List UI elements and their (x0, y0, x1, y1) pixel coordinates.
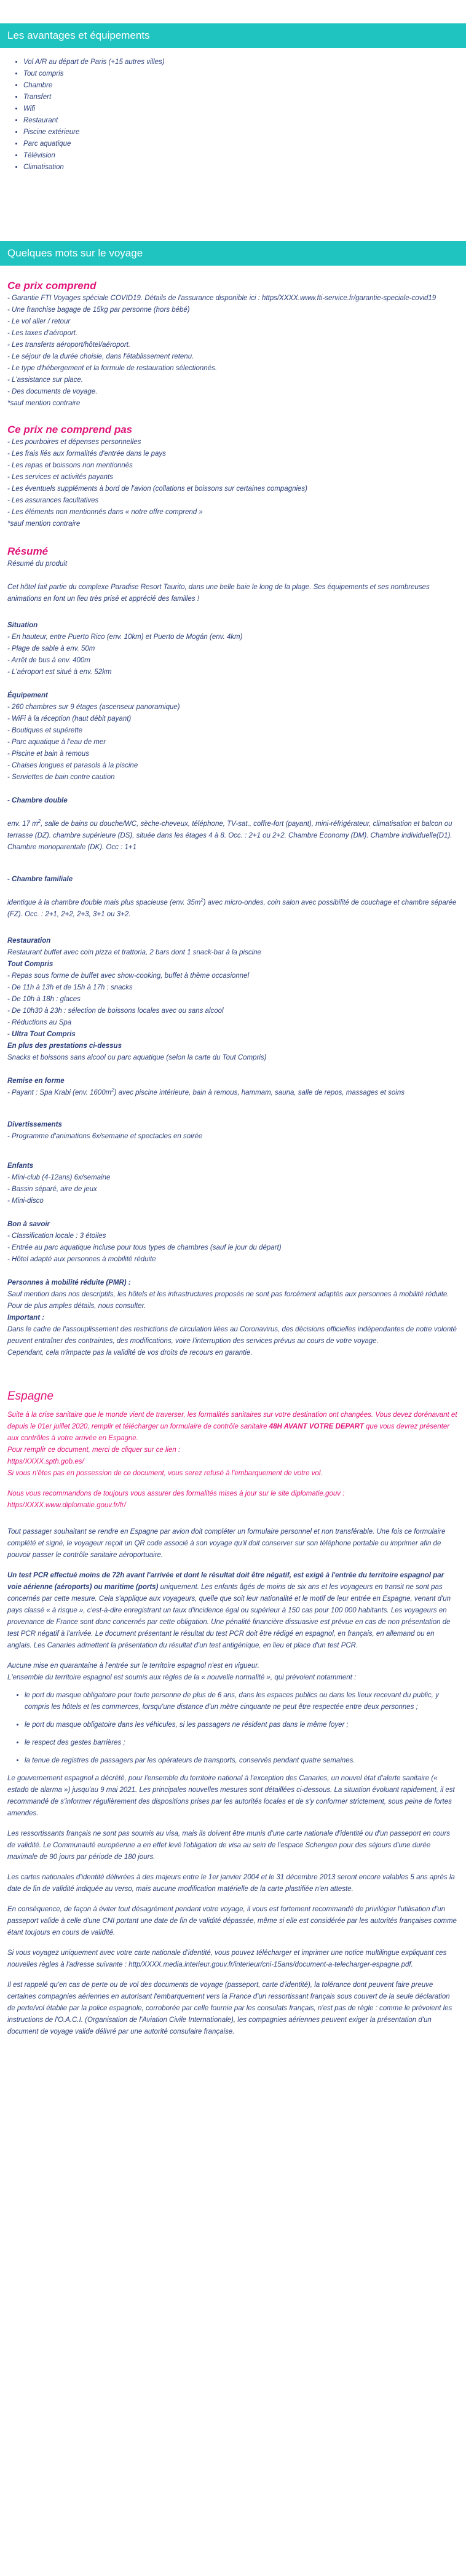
espagne-p4: L'ensemble du territoire espagnol est soumis aux règles de la « nouvelle normalité », qui prévoient notamment : (7, 1674, 357, 1681)
equipement-item: • Transfert (23, 92, 459, 103)
enfants-line: - Mini-club (4-12ans) 6x/semaine (7, 1174, 111, 1181)
equipement-line: - Parc aquatique à l'eau de mer (7, 739, 106, 746)
enfants-list (7, 1172, 459, 1207)
espagne-bullets (7, 1690, 459, 1767)
equipement-item: • Tout compris (23, 68, 459, 80)
equipement-line: - Boutiques et supérette (7, 727, 83, 734)
bon-list (7, 1231, 459, 1266)
espagne-red-block (7, 1409, 459, 1480)
enfants-title: Enfants (7, 1162, 34, 1170)
tout-compris-list (7, 970, 459, 1029)
espagne-bullet: • la tenue de registres de passagers par les opérateurs de transports, conservés pendant quatre semaines. (25, 1755, 459, 1767)
divert-title: Divertissements (7, 1121, 62, 1128)
comprend-line: - Garantie FTI Voyages spéciale COVID19. Détails de l'assurance disponible ici : https/XXXX.www.fti-service.fr/garantie-speciale-covid19 (7, 295, 436, 302)
equipement-line: - Serviettes de bain contre caution (7, 774, 115, 781)
divert-line: - Programme d'animations 6x/semaine et spectacles en soirée (7, 1133, 203, 1140)
equipement-item: • Climatisation (23, 162, 459, 173)
ultra-title: - Ultra Tout Compris (7, 1031, 76, 1038)
forme-sup: 2 (111, 1087, 114, 1093)
espagne-bullet: • le respect des gestes barrières ; (25, 1737, 459, 1749)
equipements-list (7, 48, 459, 186)
bon-title: Bon à savoir (7, 1221, 50, 1228)
chambre-double-text (7, 818, 459, 854)
chambre-familiale-sup: 2 (200, 897, 203, 903)
bon-line: - Entrée au parc aquatique incluse pour tous types de chambres (sauf le jour du départ) (7, 1244, 282, 1251)
important-text: Dans le cadre de l'assouplissement des restrictions de circulation liées au Coronavirus, des décisions officielles indépendantes de notre volonté peuvent entraîner des contraintes, des modifications, voire l'interruption des services prévus au cours de votre voyage. (7, 1326, 457, 1345)
comprend-line: - Les transferts aéroport/hôtel/aéroport. (7, 341, 131, 349)
restauration-list (7, 947, 459, 959)
comprend-line: - Des documents de voyage. (7, 388, 98, 395)
situation-line: - Plage de sable à env. 50m (7, 645, 95, 652)
espagne-p2-rest: uniquement. Les enfants âgés de moins de six ans et les voyageurs en transit ne sont pas concernés par cette mesure. Cela s'applique aux voyageurs, quelle que soit leur nationalité et le motif de leur entrée en Espagne, venant d'un pays classé « à risque », c'est-à-dire enregistrant un taux d'incidence égal ou supérieur à 150 cas pour 100 000 habitants. Les voyageurs en provenance de France sont donc concernés par cette obligation. Une pénalité financière dissuasive est prévue en cas de non présentation de test PCR négatif à l'arrivée. Le document présentant le résultat du test PCR doit être rédigé en espagnol, en français, en allemand ou en anglais. Les Canaries admettent la présentation du résultat d'un test antigénique, en lieu et place d'un test PCR. (7, 1583, 451, 1649)
equipements-banner (0, 23, 466, 48)
espagne-red-reco: Nous vous recommandons de toujours vous assurer des formalités mises à jour sur le site diplomatie.gouv : https/XXXX.www.diplomatie.gouv.fr/fr/ (7, 1490, 345, 1509)
ne-comprend-line: - Les éventuels suppléments à bord de l'avion (collations et boissons sur certaines compagnies) (7, 485, 308, 493)
situation-line: - En hauteur, entre Puerto Rico (env. 10km) et Puerto de Mogán (env. 4km) (7, 633, 243, 641)
espagne-p1: Tout passager souhaitant se rendre en Espagne par avion doit compléter un formulaire personnel et non transférable. Une fois ce formulaire complété et signé, le voyageur reçoit un QR code associé à son voyage qu'il doit conserver sur son téléphone portable ou imprimer afin de pouvoir passer le contrôle sanitaire aéroportuaire. (7, 1528, 446, 1559)
resume-subtitle: Résumé du produit (7, 560, 68, 568)
ultra-subtitle: En plus des prestations ci-dessus (7, 1042, 122, 1050)
equipements-section (0, 48, 466, 186)
chambre-double-sup: 2 (38, 818, 41, 825)
comprend-line: - Le type d'hébergement et la formule de restauration sélectionnés. (7, 365, 218, 372)
forme-a: - Payant : Spa Krabi (env. 1600m (7, 1089, 112, 1096)
espagne-red-1: Suite à la crise sanitaire que le monde vient de traverser, les formalités sanitaires sur votre destination ont changées. Vous devez dorénavant et depuis le 01er juillet 2020, remplir et télécharger un formulaire de contrôle sanitaire (7, 1411, 457, 1430)
enfants-line: - Mini-disco (7, 1197, 44, 1205)
situation-list (7, 632, 459, 678)
equipement-item: • Piscine extérieure (23, 127, 459, 138)
espagne-p3: Aucune mise en quarantaine à l'entrée sur le territoire espagnol n'est en vigueur. (7, 1662, 259, 1670)
equipement-item: • Parc aquatique (23, 138, 459, 150)
comprend-line: - Les taxes d'aéroport. (7, 330, 78, 337)
espagne-red-link-intro: Pour remplir ce document, merci de cliquer sur ce lien : (7, 1446, 181, 1454)
espagne-bullet: • le port du masque obligatoire dans les véhicules, si les passagers ne résident pas dans le même foyer ; (25, 1719, 459, 1731)
restauration-title: Restauration (7, 937, 51, 945)
comprend-line: - Une franchise bagage de 15kg par personne (hors bébé) (7, 306, 190, 314)
espagne-red-visa: Si vous n'êtes pas en possession de ce document, vous serez refusé à l'embarquement de votre vol. (7, 1470, 323, 1477)
equipements-title: Les avantages et équipements (7, 30, 150, 41)
chambre-double-a: env. 17 m (7, 820, 38, 828)
espagne-p8: En conséquence, de façon à éviter tout désagrément pendant votre voyage, il vous est fortement recommandé de privilégier l'utilisation d'un passeport valide à celle d'une CNI portant une date de fin de validité dépassée, même si elle est considérée par les autorités françaises comme étant toujours en cours de validité. (7, 1906, 457, 1936)
equipement-item: • Télévision (23, 150, 459, 162)
equipement-item: • Vol A/R au départ de Paris (+15 autres villes) (23, 57, 459, 68)
important-text-2: Cependant, cela n'impacte pas la validité de vos droits de recours en garantie. (7, 1349, 253, 1357)
voyage-banner (0, 241, 466, 266)
tout-compris-line: - De 10h30 à 23h : sélection de boissons locales avec ou sans alcool (7, 1007, 224, 1015)
forme-text (7, 1087, 459, 1099)
equipement-item: • Restaurant (23, 115, 459, 127)
espagne-p2-bold: Un test PCR effectué moins de 72h avant l'arrivée et dont le résultat doit être négatif, est exigé à l'entrée du territoire espagnol par voie aérienne (aéroports) ou maritime (ports) (7, 1572, 444, 1591)
ne-comprend-line: - Les repas et boissons non mentionnés (7, 462, 133, 469)
voyage-title: Quelques mots sur le voyage (7, 247, 143, 259)
espagne-red-end: que vous devrez présenter aux contrôles à votre arrivée en Espagne. (7, 1423, 450, 1442)
ne-comprend-line: *sauf mention contraire (7, 520, 81, 528)
espagne-red-link[interactable]: https/XXXX.spth.gob.es/ (7, 1458, 84, 1465)
enfants-line: - Bassin séparé, aire de jeux (7, 1186, 97, 1193)
ultra-line: Snacks et boissons sans alcool ou parc aquatique (selon la carte du Tout Compris) (7, 1054, 267, 1061)
chambre-double-b: , salle de bains ou douche/WC, sèche-cheveux, téléphone, TV-sat., coffre-fort (payant), mini-réfrigérateur, climatisation et balcon ou terrasse (DZ). chambre supérieure (DS), située dans les étages 4 à 8. Occ. : 2+1 ou 2+2. Chambre Economy (DM). Chambre individuelle(D1). Chambre monoparentale (DK). Occ : 1+1 (7, 820, 452, 851)
ne-comprend-line: - Les services et activités payants (7, 474, 113, 481)
chambre-familiale-b: ) avec micro-ondes, coin salon avec possibilité de couchage et chambre séparée (FZ). Occ. : 2+1, 2+2, 2+3, 3+1 ou 3+2. (7, 899, 457, 918)
tout-compris-line: - Réductions au Spa (7, 1019, 72, 1026)
pmr-text: Sauf mention dans nos descriptifs, les hôtels et les infrastructures proposés ne sont pas forcément adaptés aux personnes à mobilité réduite. Pour de plus amples détails, nous consulter. (7, 1291, 449, 1310)
espagne-bullet: • le port du masque obligatoire pour toute personne de plus de 6 ans, dans les espaces publics ou dans les lieux recevant du public, y compris les hôtels et les commerces, lorsqu'une distance d'un mètre cinquante ne peut être respectée entre deux personnes ; (25, 1690, 459, 1713)
situation-title: Situation (7, 622, 38, 629)
voyage-section (0, 266, 466, 2038)
restauration-line: Restaurant buffet avec coin pizza et trattoria, 2 bars dont 1 snack-bar à la piscine (7, 949, 261, 956)
espagne-title: Espagne (7, 1390, 54, 1403)
comprend-line: - Le vol aller / retour (7, 318, 71, 325)
espagne-p7: Les cartes nationales d'identité délivrées à des majeurs entre le 1er janvier 2004 et le 31 décembre 2013 seront encore valables 5 ans après la date de fin de validité indiquée au verso, mais aucune modification matérielle de la carte plastifiée n'en atteste. (7, 1874, 455, 1893)
resume-text: Cet hôtel fait partie du complexe Paradise Resort Taurito, dans une belle baie le long de la plage. Ses équipements et ses nombreuses animations en font un lieu très prisé et apprécié des familles ! (7, 584, 430, 603)
situation-line: - L'aéroport est situé à env. 52km (7, 668, 112, 676)
forme-b: ) avec piscine intérieure, bain à remous, hammam, sauna, salle de repos, massages et soins (114, 1089, 405, 1096)
pmr-title: Personnes à mobilité réduite (PMR) : (7, 1279, 131, 1286)
ne-comprend-line: - Les assurances facultatives (7, 497, 99, 504)
ne-comprend-line: - Les pourboires et dépenses personnelles (7, 438, 141, 446)
tout-compris-line: - Repas sous forme de buffet avec show-cooking, buffet à thème occasionnel (7, 972, 250, 980)
espagne-p6: Les ressortissants français ne sont pas soumis au visa, mais ils doivent être munis d'une carte nationale d'identité ou d'un passeport en cours de validité. Le Communauté européenne a en effet levé l'obligation de visa au sein de l'espace Schengen pour des séjours d'une durée maximale de 90 jours par période de 180 jours. (7, 1830, 450, 1861)
espagne-red-bold: 48H AVANT VOTRE DEPART (269, 1423, 364, 1430)
espagne-p10: Il est rappelé qu'en cas de perte ou de vol des documents de voyage (passeport, carte d'identité), la tolérance dont peuvent faire preuve certaines compagnies aériennes en autorisant l'embarquement vers la France d'un ressortissant français sous couvert de la seule déclaration de perte/vol établie par la police espagnole, corroborée par celle fournie par les consulats français, n'est pas de règle : comme le prévoient les instructions de l'O.A.C.I. (Organisation de l'Aviation Civile Internationale), les compagnies aériennes peuvent exiger la présentation d'un document de voyage valide délivré par une autorité consulaire française. (7, 1981, 452, 2035)
comprend-line: *sauf mention contraire (7, 400, 81, 407)
equipement-line: - 260 chambres sur 9 étages (ascenseur panoramique) (7, 703, 180, 711)
equipement-title: Équipement (7, 692, 48, 699)
resume-title: Résumé (7, 545, 49, 557)
chambre-familiale-a: identique à la chambre double mais plus spacieuse (env. 35m (7, 899, 201, 906)
tout-compris-title: Tout Compris (7, 961, 53, 968)
tout-compris-line: - De 10h à 18h : glaces (7, 996, 81, 1003)
ne-comprend-title: Ce prix ne comprend pas (7, 424, 133, 435)
chambre-familiale-title: - Chambre familiale (7, 876, 73, 883)
equipement-item: • Wifi (23, 103, 459, 115)
equipement-line: - WiFi à la réception (haut débit payant) (7, 715, 132, 723)
ne-comprend-line: - Les éléments non mentionnés dans « notre offre comprend » (7, 509, 203, 516)
ne-comprend-list (7, 437, 459, 530)
equipement-line: - Chaises longues et parasols à la piscine (7, 762, 138, 769)
forme-title: Remise en forme (7, 1077, 65, 1085)
espagne-p9: Si vous voyagez uniquement avec votre carte nationale d'identité, vous pouvez télécharger et imprimer une notice multilingue expliquant ces nouvelles règles à l'adresse suivante : http/XXXX.media.interieur.gouv.fr/interieur/cni-15ans/document-a-telecharger-espagne.pdf. (7, 1949, 447, 1968)
important-title: Important : (7, 1314, 45, 1322)
situation-line: - Arrêt de bus à env. 400m (7, 657, 90, 664)
chambre-familiale-text (7, 897, 459, 921)
comprend-line: - L'assistance sur place. (7, 376, 84, 384)
ne-comprend-line: - Les frais liés aux formalités d'entrée dans le pays (7, 450, 166, 458)
equipement-item: • Chambre (23, 80, 459, 92)
comprend-title: Ce prix comprend (7, 280, 97, 291)
comprend-list (7, 293, 459, 410)
comprend-line: - Le séjour de la durée choisie, dans l'établissement retenu. (7, 353, 194, 360)
bon-line: - Hôtel adapté aux personnes à mobilité réduite (7, 1256, 156, 1263)
chambre-double-title: - Chambre double (7, 797, 68, 804)
equipement-list (7, 702, 459, 783)
espagne-p2 (7, 1570, 459, 1652)
espagne-p5: Le gouvernement espagnol a décrété, pour l'ensemble du territoire national à l'exception des Canaries, un nouvel état d'alerte sanitaire (« estado de alarma ») jusqu'au 9 mai 2021. Les principales nouvelles mesures sont détaillées ci-dessous. La situation évoluant rapidement, il est recommandé de s'informer régulièrement des dispositions prises par les autorités locales et de s'y conformer strictement, sous peine de fortes amendes. (7, 1775, 455, 1817)
equipement-line: - Piscine et bain à remous (7, 750, 89, 758)
bon-line: - Classification locale : 3 étoiles (7, 1232, 106, 1240)
tout-compris-line: - De 11h à 13h et de 15h à 17h : snacks (7, 984, 133, 991)
